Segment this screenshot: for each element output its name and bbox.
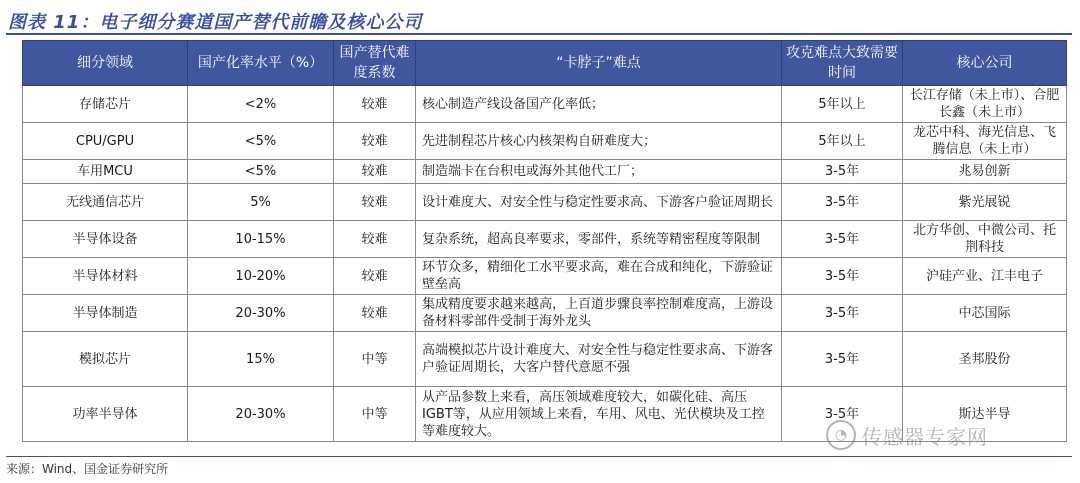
table-row xyxy=(23,221,1067,258)
cell-difficulty: 较难 xyxy=(334,86,416,123)
header-bottleneck: “卡脖子”难点 xyxy=(416,41,782,86)
cell-field: 存储芯片 xyxy=(23,86,188,123)
watermark xyxy=(826,420,988,450)
header-field: 细分领域 xyxy=(23,41,188,86)
cell-difficulty: 较难 xyxy=(334,160,416,184)
cell-time: 3-5年 xyxy=(782,160,903,184)
cell-rate: 15% xyxy=(188,332,334,387)
cell-time: 3-5年 xyxy=(782,258,903,295)
cell-rate: <2% xyxy=(188,86,334,123)
table-row xyxy=(23,332,1067,387)
header-rate: 国产化率水平（%） xyxy=(188,41,334,86)
cell-bottleneck: 先进制程芯片核心内核架构自研难度大； xyxy=(416,123,782,160)
cell-difficulty: 较难 xyxy=(334,184,416,221)
header-companies: 核心公司 xyxy=(903,41,1067,86)
table-row xyxy=(23,160,1067,184)
cell-bottleneck: 复杂系统，超高良率要求，零部件，系统等精密程度等限制 xyxy=(416,221,782,258)
cell-companies: 斯达半导 xyxy=(903,387,1067,442)
cell-time: 3-5年 xyxy=(782,221,903,258)
header-difficulty: 国产替代难度系数 xyxy=(334,41,416,86)
cell-field: 车用MCU xyxy=(23,160,188,184)
cell-bottleneck: 高端模拟芯片设计难度大、对安全性与稳定性要求高、下游客户验证周期长，大客户替代意愿不强 xyxy=(416,332,782,387)
cell-rate: 10-15% xyxy=(188,221,334,258)
cell-difficulty: 较难 xyxy=(334,258,416,295)
cell-difficulty: 较难 xyxy=(334,221,416,258)
cell-companies: 紫光展锐 xyxy=(903,184,1067,221)
cell-companies: 兆易创新 xyxy=(903,160,1067,184)
data-table xyxy=(22,40,1067,442)
cell-time: 3-5年 xyxy=(782,295,903,332)
cell-bottleneck: 集成精度要求越来越高，上百道步骤良率控制难度高，上游设备材料零部件受制于海外龙头 xyxy=(416,295,782,332)
cell-field: 无线通信芯片 xyxy=(23,184,188,221)
cell-rate: <5% xyxy=(188,123,334,160)
header-time: 攻克难点大致需要时间 xyxy=(782,41,903,86)
cell-field: 半导体材料 xyxy=(23,258,188,295)
cell-field: CPU/GPU xyxy=(23,123,188,160)
cell-time: 3-5年 xyxy=(782,387,903,442)
cell-rate: 20-30% xyxy=(188,387,334,442)
table-row xyxy=(23,184,1067,221)
table-row xyxy=(23,258,1067,295)
cell-field: 功率半导体 xyxy=(23,387,188,442)
table-row xyxy=(23,295,1067,332)
cell-time: 5年以上 xyxy=(782,123,903,160)
table-header-row xyxy=(23,41,1067,86)
cell-bottleneck: 设计难度大、对安全性与稳定性要求高、下游客户验证周期长 xyxy=(416,184,782,221)
cell-bottleneck: 环节众多，精细化工水平要求高，难在合成和纯化，下游验证壁垒高 xyxy=(416,258,782,295)
cell-companies: 长江存储（未上市）、合肥长鑫（未上市） xyxy=(903,86,1067,123)
cell-companies: 中芯国际 xyxy=(903,295,1067,332)
figure-title: 图表 11：电子细分赛道国产替代前瞻及核心公司 xyxy=(8,12,423,33)
cell-time: 5年以上 xyxy=(782,86,903,123)
cell-rate: <5% xyxy=(188,160,334,184)
cell-rate: 5% xyxy=(188,184,334,221)
cell-bottleneck: 制造端卡在台积电或海外其他代工厂； xyxy=(416,160,782,184)
cell-field: 模拟芯片 xyxy=(23,332,188,387)
cell-companies: 北方华创、中微公司、托荆科技 xyxy=(903,221,1067,258)
cell-difficulty: 中等 xyxy=(334,332,416,387)
cell-companies: 沪硅产业、江丰电子 xyxy=(903,258,1067,295)
cell-field: 半导体设备 xyxy=(23,221,188,258)
cell-time: 3-5年 xyxy=(782,332,903,387)
cell-difficulty: 较难 xyxy=(334,295,416,332)
wechat-icon: ◔ xyxy=(826,420,856,450)
watermark-text: 传感器专家网 xyxy=(862,424,988,449)
cell-rate: 20-30% xyxy=(188,295,334,332)
source-divider xyxy=(6,456,1072,457)
table-row xyxy=(23,123,1067,160)
cell-difficulty: 较难 xyxy=(334,123,416,160)
cell-field: 半导体制造 xyxy=(23,295,188,332)
cell-bottleneck: 核心制造产线设备国产化率低； xyxy=(416,86,782,123)
cell-difficulty: 中等 xyxy=(334,387,416,442)
source-note: 来源：Wind、国金证券研究所 xyxy=(6,462,169,476)
cell-companies: 龙芯中科、海光信息、飞腾信息（未上市） xyxy=(903,123,1067,160)
title-divider xyxy=(6,33,1072,35)
cell-rate: 10-20% xyxy=(188,258,334,295)
table-row xyxy=(23,86,1067,123)
cell-bottleneck: 从产品参数上来看，高压领域难度较大，如碳化硅、高压IGBT等，从应用领域上来看，车用、风电、光伏模块及工控等难度较大。 xyxy=(416,387,782,442)
cell-time: 3-5年 xyxy=(782,184,903,221)
cell-companies: 圣邦股份 xyxy=(903,332,1067,387)
figure-title-bar xyxy=(0,0,1080,36)
